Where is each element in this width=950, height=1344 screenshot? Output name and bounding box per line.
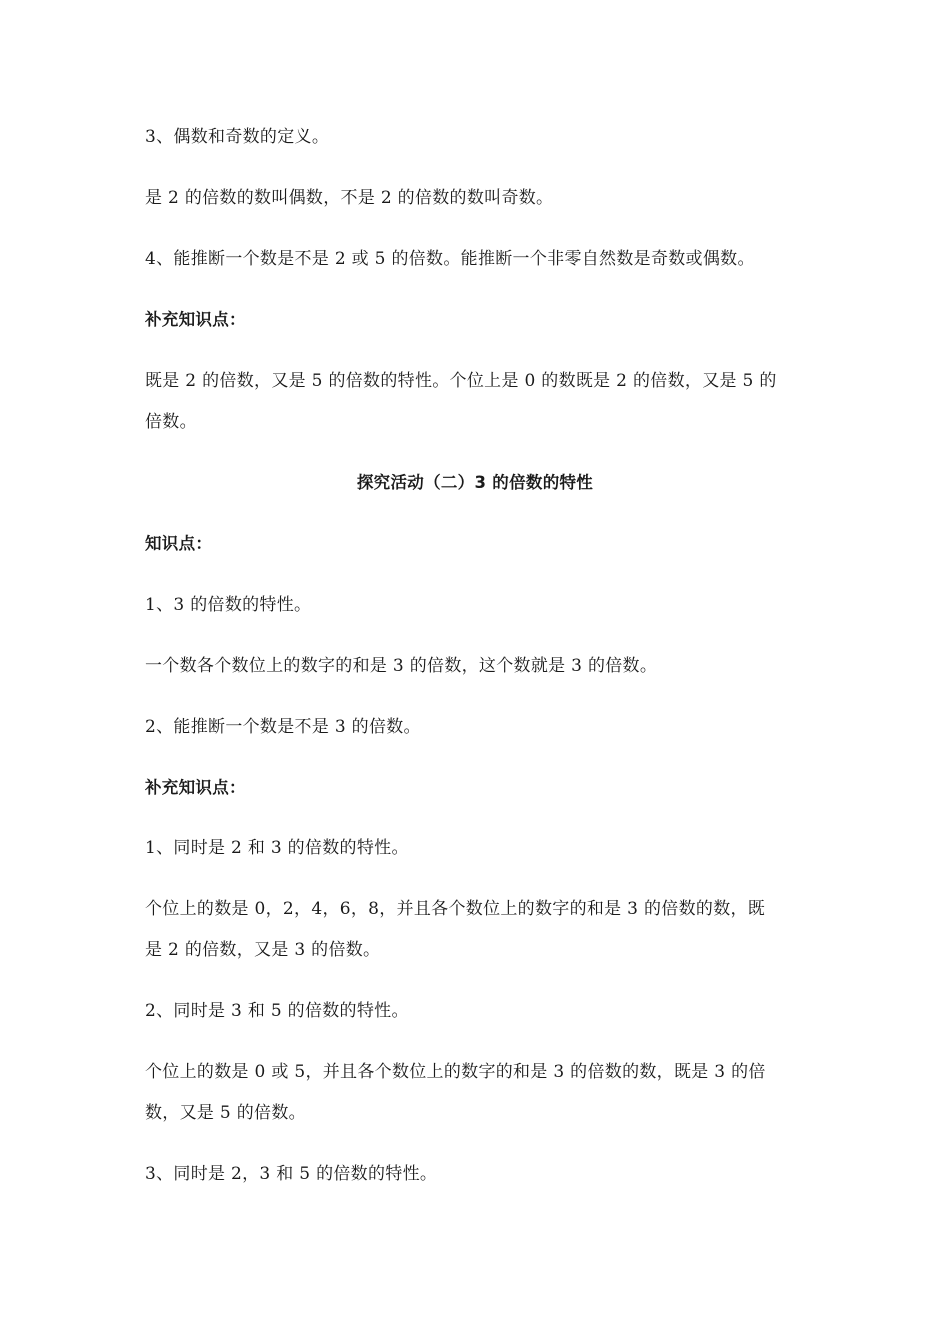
paragraph-even-odd-definition-heading: 3、偶数和奇数的定义。: [145, 127, 330, 147]
paragraph-3-and-5-line2: 数，又是 5 的倍数。: [145, 1103, 306, 1123]
paragraph-2-and-5-line2: 倍数。: [145, 412, 197, 432]
paragraph-2-3-5-heading: 3、同时是 2，3 和 5 的倍数的特性。: [145, 1164, 438, 1184]
heading-knowledge-points: 知识点：: [145, 534, 213, 553]
paragraph-2-and-3-line2: 是 2 的倍数，又是 3 的倍数。: [145, 940, 381, 960]
paragraph-multiple-of-3-rule: 一个数各个数位上的数字的和是 3 的倍数，这个数就是 3 的倍数。: [145, 656, 658, 676]
paragraph-judge-2-or-5: 4、能推断一个数是不是 2 或 5 的倍数。能推断一个非零自然数是奇数或偶数。: [145, 249, 755, 269]
heading-supplementary-1: 补充知识点：: [145, 310, 246, 329]
heading-supplementary-2: 补充知识点：: [145, 778, 246, 797]
paragraph-3-and-5-heading: 2、同时是 3 和 5 的倍数的特性。: [145, 1001, 409, 1021]
paragraph-2-and-3-heading: 1、同时是 2 和 3 的倍数的特性。: [145, 838, 409, 858]
paragraph-judge-3: 2、能推断一个数是不是 3 的倍数。: [145, 717, 421, 737]
paragraph-2-and-5-line1: 既是 2 的倍数，又是 5 的倍数的特性。个位上是 0 的数既是 2 的倍数，又是 5 的: [145, 371, 777, 391]
paragraph-even-odd-definition: 是 2 的倍数的数叫偶数，不是 2 的倍数的数叫奇数。: [145, 188, 554, 208]
paragraph-2-and-3-line1: 个位上的数是 0，2，4，6，8，并且各个数位上的数字的和是 3 的倍数的数，既: [145, 899, 766, 919]
paragraph-3-and-5-line1: 个位上的数是 0 或 5，并且各个数位上的数字的和是 3 的倍数的数，既是 3 的倍: [145, 1062, 766, 1082]
paragraph-multiple-of-3-heading: 1、3 的倍数的特性。: [145, 595, 312, 615]
section-title: 探究活动（二）3 的倍数的特性: [356, 473, 594, 492]
